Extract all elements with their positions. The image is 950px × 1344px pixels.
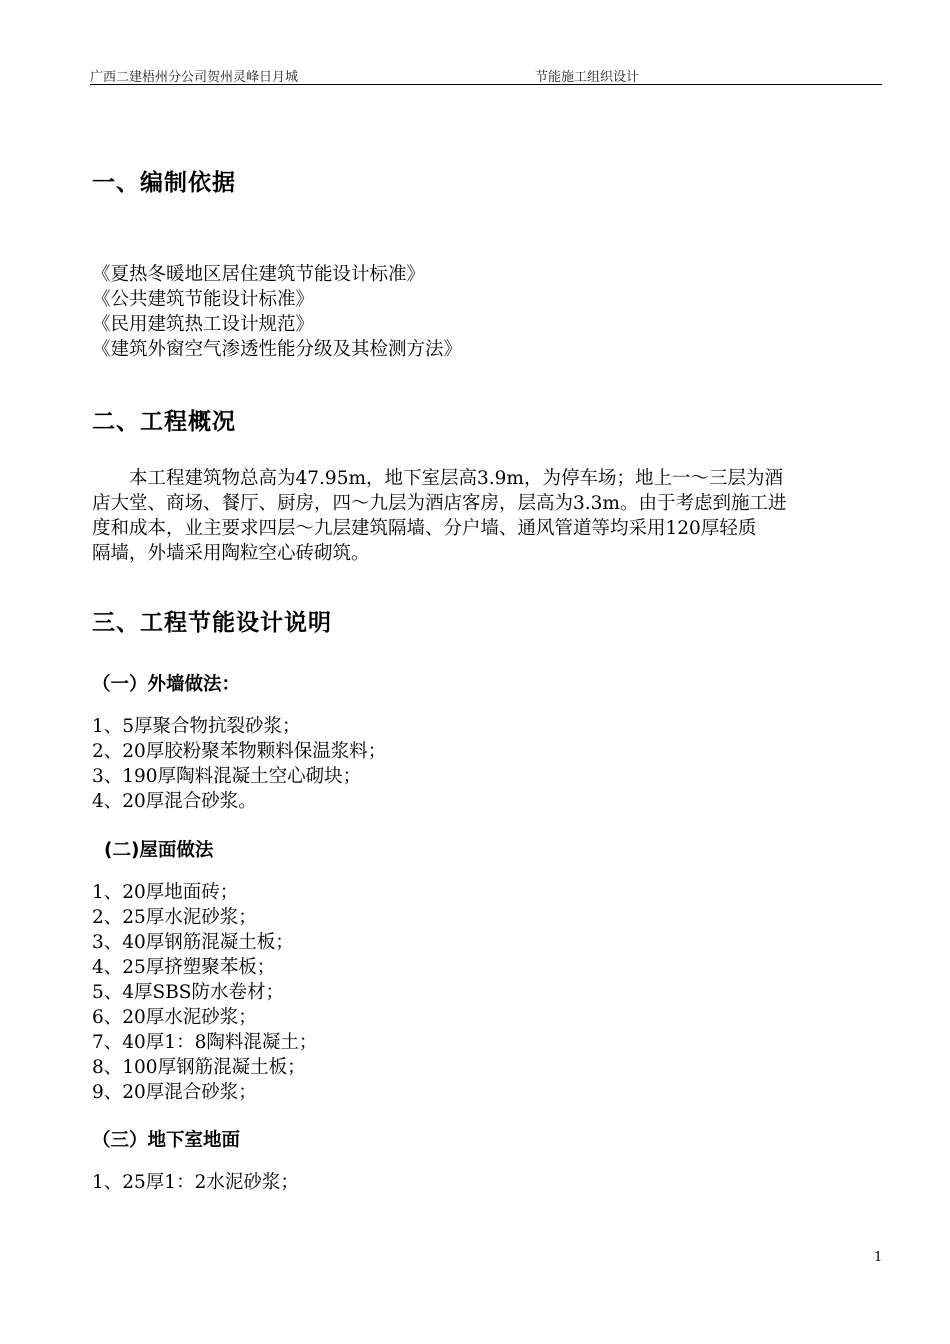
paragraph-line: 店大堂、商场、餐厅、厨房，四～九层为酒店客房，层高为3.3m。由于考虑到施工进 (92, 493, 787, 514)
section2-heading: 二、工程概况 (92, 409, 236, 435)
list-item: 1、5厚聚合物抗裂砂浆； (92, 716, 301, 737)
exterior-wall-list (92, 714, 386, 814)
section1-heading: 一、编制依据 (92, 170, 236, 196)
page-number: 1 (874, 1250, 883, 1265)
reference-item: 《夏热冬暖地区居住建筑节能设计标准》 (92, 264, 426, 285)
list-item: 4、20厚混合砂浆。 (92, 791, 257, 812)
overview-paragraph (92, 466, 884, 566)
list-item: 8、100厚钢筋混凝土板； (92, 1057, 306, 1078)
paragraph-line: 本工程建筑物总高为47.95m，地下室层高3.9m，为停车场；地上一～三层为酒 (92, 468, 783, 489)
list-item: 6、20厚水泥砂浆； (92, 1007, 257, 1028)
paragraph-line: 隔墙，外墙采用陶粒空心砖砌筑。 (92, 543, 370, 564)
roof-list (92, 880, 317, 1105)
basement-floor-list (92, 1170, 299, 1195)
list-item: 7、40厚1：8陶料混凝土； (92, 1032, 318, 1053)
reference-item: 《建筑外窗空气渗透性能分级及其检测方法》 (92, 339, 463, 360)
list-item: 4、25厚挤塑聚苯板； (92, 957, 276, 978)
reference-item: 《民用建筑热工设计规范》 (92, 314, 315, 335)
list-item: 5、4厚SBS防水卷材； (92, 982, 284, 1003)
list-item: 2、20厚胶粉聚苯物颗料保温浆料； (92, 741, 387, 762)
reference-list (92, 262, 462, 362)
list-item: 9、20厚混合砂浆； (92, 1082, 257, 1103)
page-header (90, 66, 882, 85)
section3-heading: 三、工程节能设计说明 (92, 610, 332, 636)
list-item: 3、40厚钢筋混凝土板； (92, 932, 294, 953)
basement-floor-subheading: （三）地下室地面 (92, 1130, 241, 1151)
reference-item: 《公共建筑节能设计标准》 (92, 289, 315, 310)
list-item: 2、25厚水泥砂浆； (92, 907, 257, 928)
header-project-name: 广西二建梧州分公司贺州灵峰日月城 (90, 70, 299, 85)
list-item: 3、190厚陶料混凝土空心砌块； (92, 766, 362, 787)
list-item: 1、20厚地面砖； (92, 882, 239, 903)
roof-subheading: (二)屋面做法 (104, 840, 214, 861)
exterior-wall-subheading: （一）外墙做法： (92, 674, 241, 695)
paragraph-line: 度和成本，业主要求四层～九层建筑隔墙、分户墙、通风管道等均采用120厚轻质 (92, 518, 757, 539)
list-item: 1、25厚1：2水泥砂浆； (92, 1172, 299, 1193)
header-document-title: 节能施工组织设计 (535, 70, 640, 85)
